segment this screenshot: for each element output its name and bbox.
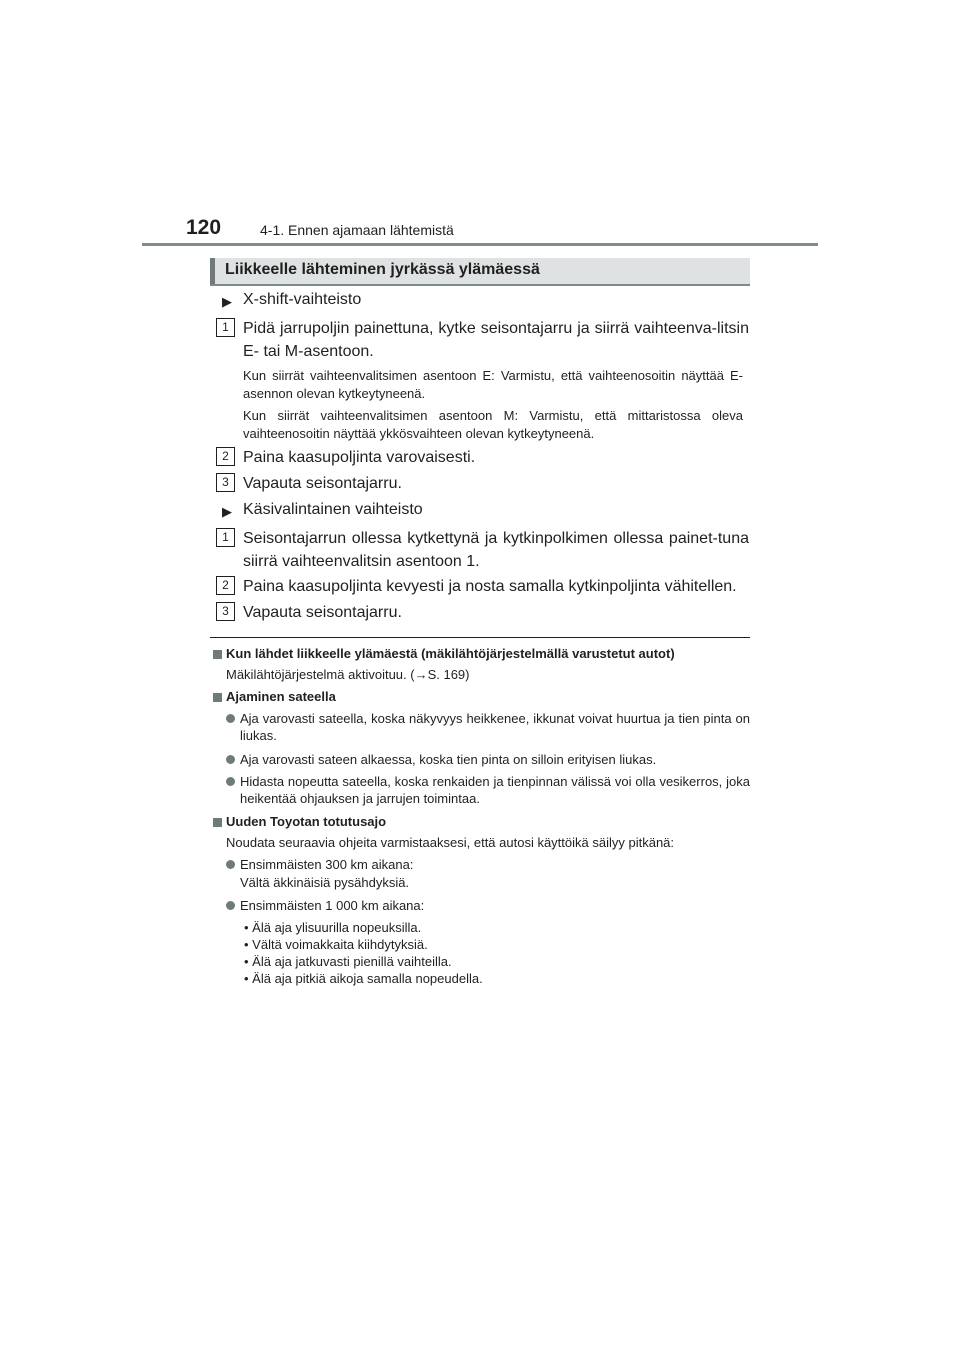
triangle-right-icon: ▶ (222, 504, 232, 519)
step-number-box: 3 (216, 473, 235, 492)
circle-bullet-icon (226, 860, 235, 869)
manual-title: Käsivalintainen vaihteisto (243, 501, 423, 518)
section-title-bar (210, 258, 750, 286)
list-item: • Vältä voimakkaita kiihdytyksiä. (244, 937, 428, 952)
step-text: Paina kaasupoljinta kevyesti ja nosta samalla kytkinpoljinta vähitellen. (243, 578, 737, 595)
list-item: • Älä aja pitkiä aikoja samalla nopeudella. (244, 971, 483, 986)
list-item: • Älä aja ylisuurilla nopeuksilla. (244, 920, 422, 935)
info-heading: Ajaminen sateella (226, 689, 336, 704)
note-text: Kun siirrät vaihteenvalitsimen asentoon E: Varmistu, että vaihteenosoitin näyttää E-asennon olevan kytkeytyneenä. (243, 368, 743, 401)
step-text: Vapauta seisontajarru. (243, 475, 402, 492)
section-accent (210, 258, 215, 284)
page-number: 120 (186, 216, 222, 239)
circle-bullet-icon (226, 714, 235, 723)
info-heading: Uuden Toyotan totutusajo (226, 814, 387, 829)
bullet-text: Vältä äkkinäisiä pysähdyksiä. (240, 875, 410, 890)
list-item: • Älä aja jatkuvasti pienillä vaihteilla. (244, 954, 452, 969)
info-divider (210, 637, 750, 638)
step-number-box: 2 (216, 576, 235, 595)
circle-bullet-icon (226, 901, 235, 910)
bullet-text: Hidasta nopeutta sateella, koska renkaiden ja tienpinnan välissä voi olla vesikerros, joka heikentää ohjauksen ja jarrujen toimintaa. (240, 774, 750, 806)
step-number-box: 1 (216, 318, 235, 337)
step-text: Paina kaasupoljinta varovaisesti. (243, 449, 476, 466)
square-bullet-icon (213, 818, 222, 827)
step-text: Seisontajarrun ollessa kytkettynä ja kytkinpolkimen ollessa painet-tuna siirrä vaihteenvalitsin asentoon 1. (243, 530, 749, 570)
chapter-title: 4-1. Ennen ajamaan lähtemistä (260, 222, 454, 238)
info-text: Noudata seuraavia ohjeita varmistaaksesi, että autosi käyttöikä säilyy pitkänä: (226, 835, 675, 850)
bullet-text: Ensimmäisten 1 000 km aikana: (240, 898, 425, 913)
note-text: Kun siirrät vaihteenvalitsimen asentoon M: Varmistu, että mittaristossa oleva vaihteenosoitin näyttää ykkösvaihteen olevan kytkeytyneenä. (243, 408, 743, 441)
info-heading: Kun lähdet liikkeelle ylämäestä (mäkilähtöjärjestelmällä varustetut autot) (226, 646, 675, 661)
step-number-box: 3 (216, 602, 235, 621)
bullet-text: Aja varovasti sateella, koska näkyvyys heikkenee, ikkunat voivat huurtua ja tien pinta on liukas. (240, 711, 750, 743)
square-bullet-icon (213, 650, 222, 659)
step-text: Vapauta seisontajarru. (243, 604, 402, 621)
step-number-box: 1 (216, 528, 235, 547)
info-text: Mäkilähtöjärjestelmä aktivoituu. (→S. 169) (226, 667, 470, 682)
triangle-right-icon: ▶ (222, 294, 232, 309)
step-text: Pidä jarrupoljin painettuna, kytke seisontajarru ja siirrä vaihteenva-litsin E- tai M-asentoon. (243, 320, 749, 360)
bullet-text: Aja varovasti sateen alkaessa, koska tien pinta on silloin erityisen liukas. (240, 752, 657, 767)
bullet-text: Ensimmäisten 300 km aikana: (240, 857, 414, 872)
step-number-box: 2 (216, 447, 235, 466)
circle-bullet-icon (226, 755, 235, 764)
square-bullet-icon (213, 693, 222, 702)
circle-bullet-icon (226, 777, 235, 786)
dash-list (244, 919, 483, 987)
section-title: Liikkeelle lähteminen jyrkässä ylämäessä (225, 261, 540, 278)
xshift-title: X-shift-vaihteisto (243, 291, 362, 308)
header-divider (142, 243, 818, 246)
